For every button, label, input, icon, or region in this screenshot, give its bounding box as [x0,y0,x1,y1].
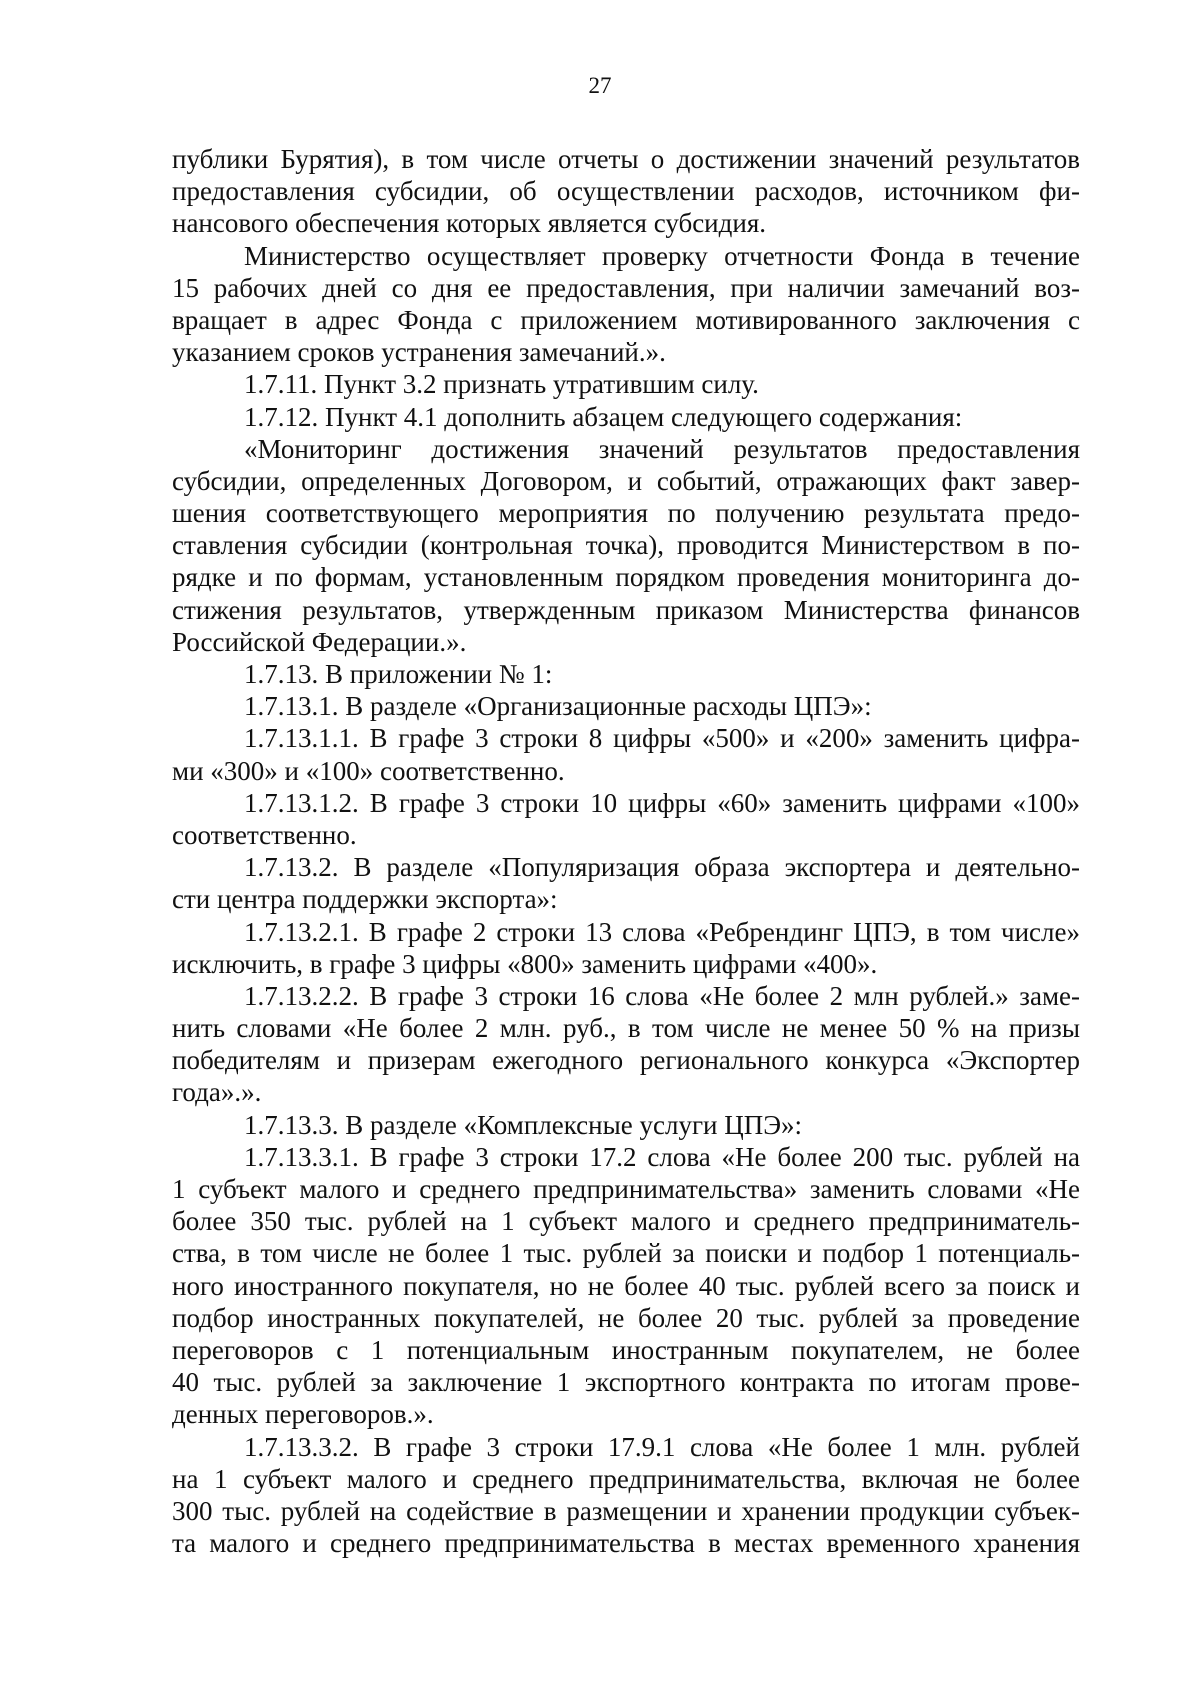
text-line: 1.7.13.1.2. В графе 3 строки 10 цифры «60» заменить цифрами «100» [244,787,1080,818]
text-line: стижения результатов, утвержденным приказом Министерства финансов [172,594,1080,625]
text-line: победителям и призерам ежегодного регионального конкурса «Экспортер [172,1045,1080,1076]
text-line: денных переговоров.». [172,1399,434,1430]
text-line: Министерство осуществляет проверку отчетности Фонда в течение [244,240,1080,271]
text-line: сти центра поддержки экспорта»: [172,884,558,915]
text-line: 1.7.13.1.1. В графе 3 строки 8 цифры «500» и «200» заменить цифра- [244,723,1080,754]
text-line: переговоров с 1 потенциальным иностранным покупателем, не более [172,1334,1080,1365]
text-line: 40 тыс. рублей за заключение 1 экспортного контракта по итогам прове- [172,1367,1080,1398]
text-line: нансового обеспечения которых является субсидия. [172,208,766,239]
text-line: ми «300» и «100» соответственно. [172,755,565,786]
text-line: 1.7.13.3.2. В графе 3 строки 17.9.1 слова «Не более 1 млн. рублей [244,1431,1080,1462]
text-line: года».». [172,1077,262,1108]
text-line: исключить, в графе 3 цифры «800» заменить цифрами «400». [172,948,878,979]
text-line: нить словами «Не более 2 млн. руб., в том числе не менее 50 % на призы [172,1013,1080,1044]
text-line: предоставления субсидии, об осуществлении расходов, источником фи- [172,176,1080,207]
document-body [172,143,1080,1559]
text-line: 1.7.13.1. В разделе «Организационные расходы ЦПЭ»: [244,691,872,722]
text-line: та малого и среднего предпринимательства в местах временного хранения [172,1528,1080,1559]
text-line: 1.7.13.3. В разделе «Комплексные услуги ЦПЭ»: [244,1109,803,1140]
text-line: Российской Федерации.». [172,626,467,657]
text-line: 1.7.13.2. В разделе «Популяризация образа экспортера и деятельно- [244,852,1080,883]
text-line: на 1 субъект малого и среднего предпринимательства, включая не более [172,1463,1080,1494]
text-line: 1.7.13. В приложении № 1: [244,659,553,689]
text-line: ставления субсидии (контрольная точка), проводится Министерством в по- [172,530,1080,561]
text-line: ного иностранного покупателя, но не более 40 тыс. рублей всего за поиск и [172,1270,1080,1301]
text-line: «Мониторинг достижения значений результатов предоставления [244,433,1080,464]
text-line: субсидии, определенных Договором, и событий, отражающих факт завер- [172,465,1080,496]
text-line: 1.7.13.3.1. В графе 3 строки 17.2 слова «Не более 200 тыс. рублей на [244,1141,1080,1172]
text-line: публики Бурятия), в том числе отчеты о достижении значений результатов [172,144,1080,174]
text-line: 300 тыс. рублей на содействие в размещении и хранении продукции субъек- [172,1495,1080,1526]
text-line: 1.7.13.2.2. В графе 3 строки 16 слова «Не более 2 млн рублей.» заме- [244,980,1080,1011]
text-line: рядке и по формам, установленным порядком проведения мониторинга до- [172,562,1080,593]
text-line: ства, в том числе не более 1 тыс. рублей за поиски и подбор 1 потенциаль- [172,1238,1080,1269]
text-line: указанием сроков устранения замечаний.». [172,337,666,368]
text-line: 1.7.13.2.1. В графе 2 строки 13 слова «Ребрендинг ЦПЭ, в том числе» [244,916,1080,947]
text-line: 1.7.12. Пункт 4.1 дополнить абзацем следующего содержания: [244,401,963,432]
text-line: соответственно. [172,819,357,850]
page-number: 27 [588,73,612,98]
text-line: шения соответствующего мероприятия по получению результата предо- [172,498,1080,529]
text-line: 1.7.11. Пункт 3.2 признать утратившим силу. [244,369,759,400]
text-line: 15 рабочих дней со дня ее предоставления, при наличии замечаний воз- [172,272,1080,303]
text-line: вращает в адрес Фонда с приложением мотивированного заключения с [172,304,1080,335]
text-line: более 350 тыс. рублей на 1 субъект малого и среднего предприниматель- [172,1206,1080,1237]
text-line: 1 субъект малого и среднего предпринимательства» заменить словами «Не [172,1174,1080,1204]
text-line: подбор иностранных покупателей, не более 20 тыс. рублей за проведение [172,1302,1080,1333]
